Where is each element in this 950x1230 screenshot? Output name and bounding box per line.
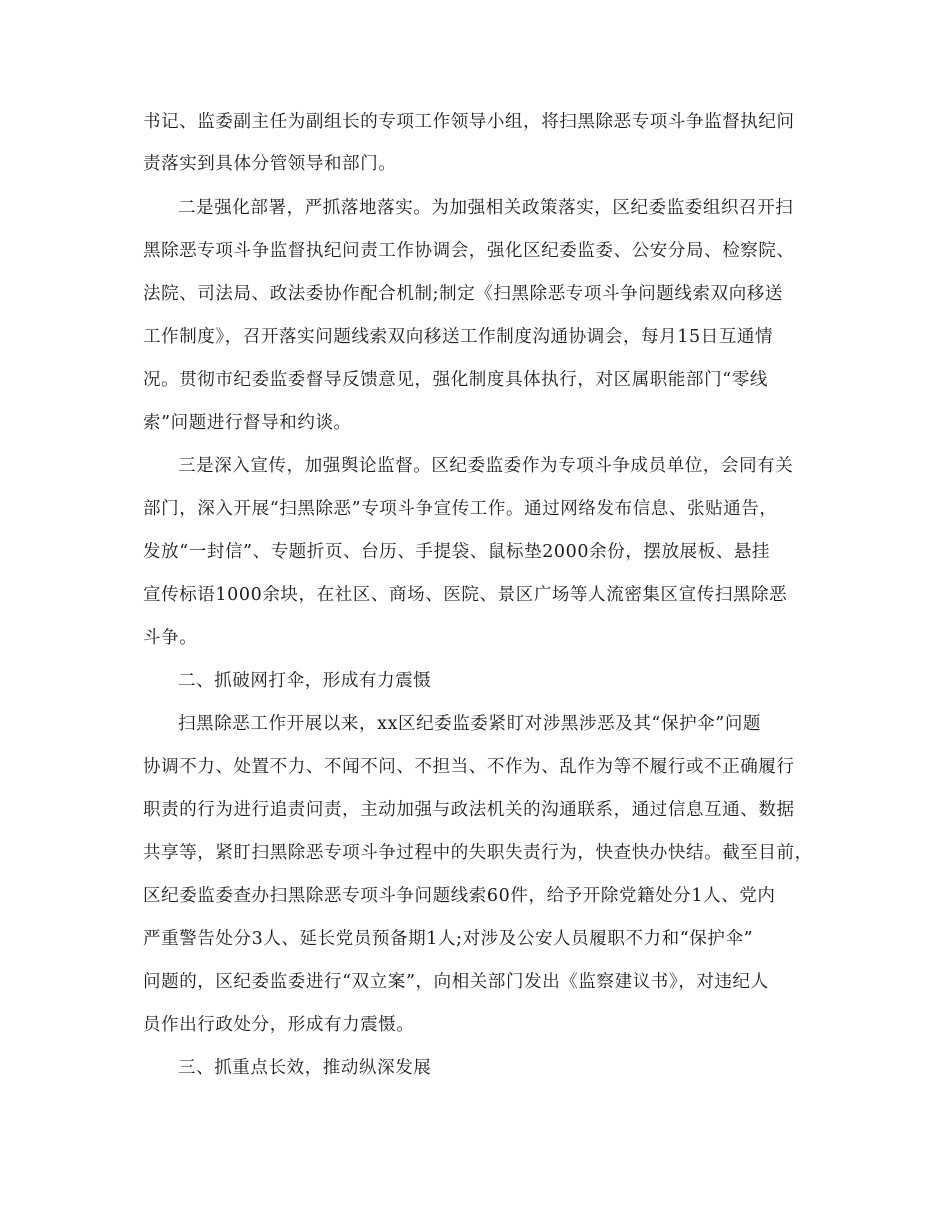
paragraph-line: 宣传标语1000余块，在社区、商场、医院、景区广场等人流密集区宣传扫黑除恶 [143, 585, 788, 605]
paragraph-line: 协调不力、处置不力、不闻不问、不担当、不作为、乱作为等不履行或不正确履行 [143, 757, 795, 777]
paragraph-line: 严重警告处分3人、延长党员预备期1人;对涉及公安人员履职不力和“保护伞” [143, 929, 754, 949]
paragraph-line: 职责的行为进行追责问责，主动加强与政法机关的沟通联系，通过信息互通、数据 [143, 800, 795, 820]
paragraph-line: 二是强化部署，严抓落地落实。为加强相关政策落实，区纪委监委组织召开扫 [178, 198, 794, 218]
paragraph-line: 发放“一封信”、专题折页、台历、手提袋、鼠标垫2000余份，摆放展板、悬挂 [143, 542, 771, 562]
paragraph-line: 扫黑除恶工作开展以来，xx区纪委监委紧盯对涉黑涉恶及其“保护伞”问题 [178, 714, 762, 734]
paragraph-line: 法院、司法局、政法委协作配合机制;制定《扫黑除恶专项斗争问题线索双向移送 [143, 284, 783, 304]
paragraph-line: 共享等，紧盯扫黑除恶专项斗争过程中的失职失责行为，快查快办快结。截至目前， [143, 843, 813, 863]
paragraph-line: 三是深入宣传，加强舆论监督。区纪委监委作为专项斗争成员单位，会同有关 [178, 456, 794, 476]
paragraph-line: 区纪委监委查办扫黑除恶专项斗争问题线索60件，给予开除党籍处分1人、党内 [143, 886, 776, 906]
paragraph-line: 员作出行政处分，形成有力震慑。 [143, 1015, 415, 1035]
paragraph-line: 索”问题进行督导和约谈。 [143, 413, 352, 433]
paragraph-line: 责落实到具体分管领导和部门。 [143, 154, 397, 174]
paragraph-line: 黑除恶专项斗争监督执纪问责工作协调会，强化区纪委监委、公安分局、检察院、 [143, 241, 795, 261]
paragraph-line: 部门，深入开展“扫黑除恶”专项斗争宣传工作。通过网络发布信息、张贴通告， [143, 499, 778, 519]
paragraph-line: 工作制度》，召开落实问题线索双向移送工作制度沟通协调会，每月15日互通情 [143, 327, 774, 347]
paragraph-line: 况。贯彻市纪委监委督导反馈意见，强化制度具体执行，对区属职能部门“零线 [143, 370, 768, 390]
paragraph-line: 斗争。 [143, 628, 198, 648]
paragraph-line: 问题的，区纪委监委进行“双立案”，向相关部门发出《监察建议书》，对违纪人 [143, 972, 769, 992]
section-heading: 三、抓重点长效，推动纵深发展 [178, 1058, 432, 1078]
paragraph-line: 书记、监委副主任为副组长的专项工作领导小组，将扫黑除恶专项斗争监督执纪问 [143, 112, 795, 132]
section-heading: 二、抓破网打伞，形成有力震慑 [178, 671, 432, 691]
